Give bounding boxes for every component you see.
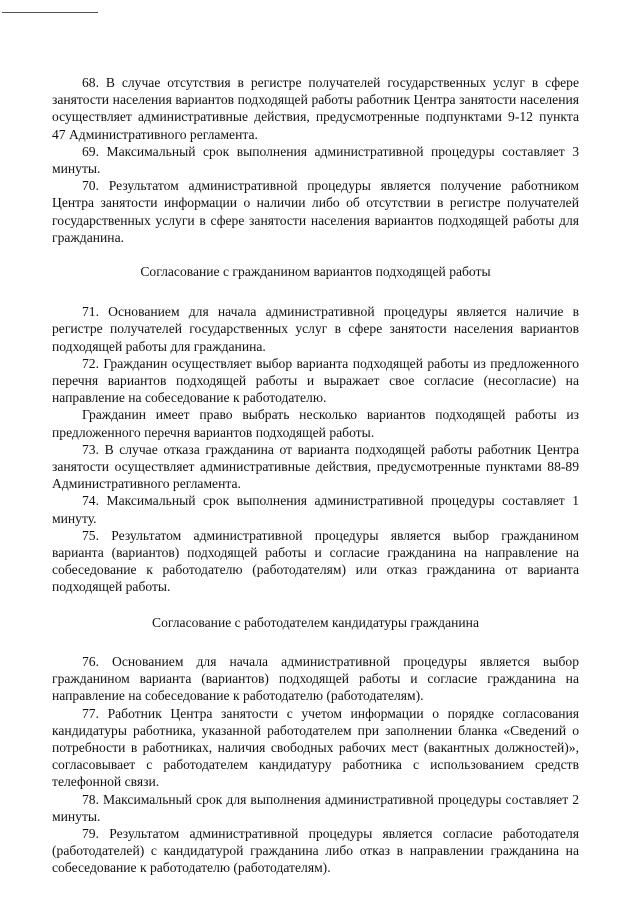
paragraph-78: 78. Максимальный срок для выполнения административной процедуры составляет 2 минуты. [52,791,579,824]
paragraph-70: 70. Результатом административной процедуры является получение работником Центра занятости информации о наличии либо об отсутствии в регистре получателей государственных услуги в сфере занятости населения вариантов подходящей работы для гражданина. [52,178,579,245]
document-body [52,74,579,877]
paragraph-77: 77. Работник Центра занятости с учетом информации о порядке согласования кандидатуры работника, указанной работодателем при заполнении бланка «Сведений о потребности в работниках, наличия свободных рабочих мест (вакантных должностей)», согласовывает с работодателем кандидатуру работника с использованием средств телефонной связи. [52,705,579,790]
paragraph-69: 69. Максимальный срок выполнения административной процедуры составляет 3 минуты. [52,143,579,177]
paragraph-72-note: Гражданин имеет право выбрать несколько вариантов подходящей работы из предложенного перечня вариантов подходящей работы. [52,407,579,440]
paragraph-68: 68. В случае отсутствия в регистре получателей государственных услуг в сфере занятости населения вариантов подходящей работы работник Центра занятости населения осуществляет административные действия, предусмотренные подпунктами 9-12 пункта 47 Административного регламента. [52,75,579,142]
section-heading-candidate-selection: Согласование с гражданином вариантов подходящей работы [140,264,491,280]
paragraph-75: 75. Результатом административной процедуры является выбор гражданином варианта (вариантов) подходящей работы и согласие гражданина на направление на собеседование к работодателю (работодателям) или отказ гражданина от варианта подходящей работы. [52,527,579,595]
paragraph-72: 72. Гражданин осуществляет выбор варианта подходящей работы из предложенного перечня вариантов подходящей работы и выражает свое согласие (несогласие) на направление на собеседование к работодателю. [52,355,579,406]
section-heading-employer-approval: Согласование с работодателем кандидатуры гражданина [152,614,479,630]
paragraph-74: 74. Максимальный срок выполнения административной процедуры составляет 1 минуту. [52,493,579,526]
paragraph-71: 71. Основанием для начала административной процедуры является наличие в регистре получателей государственных услуг в сфере занятости населения вариантов подходящей работы для гражданина. [52,304,579,354]
top-rule [2,12,98,13]
paragraph-76: 76. Основанием для начала административной процедуры является выбор гражданином варианта (вариантов) подходящей работы и согласие гражданина на направление на собеседование к работодателю (работодателям). [52,653,579,704]
paragraph-79: 79. Результатом административной процедуры является согласие работодателя (работодателей) с кандидатурой гражданина либо отказ в направлении гражданина на собеседование к работодателю (работодателям). [52,825,579,876]
paragraph-73: 73. В случае отказа гражданина от варианта подходящей работы работник Центра занятости осуществляет административные действия, предусмотренные пунктами 88-89 Административного регламента. [52,441,579,492]
